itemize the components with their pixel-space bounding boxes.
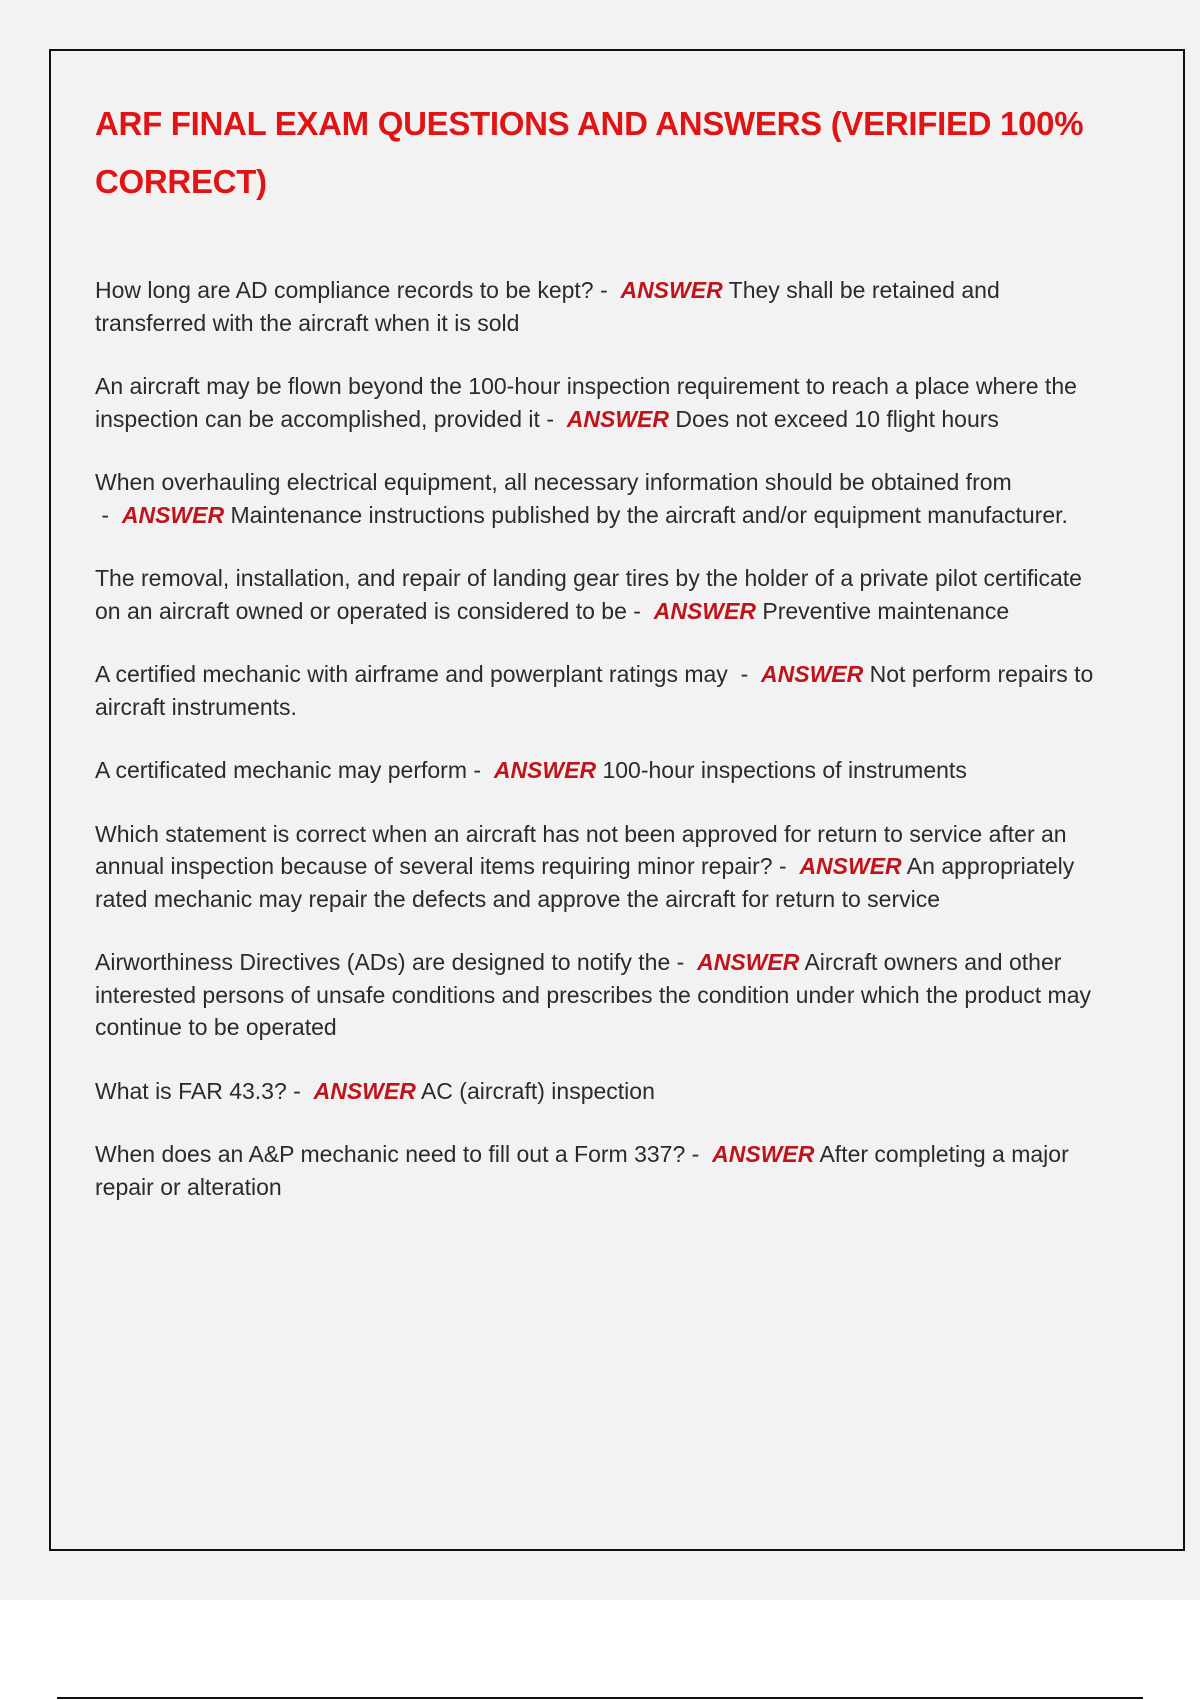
answer-text: An appropriately rated mechanic may repair the defects and approve the aircraft for return to service <box>95 853 1075 912</box>
question-text: How long are AD compliance records to be kept? <box>95 277 594 303</box>
answer-text: Aircraft owners and other interested persons of unsafe conditions and prescribes the condition under which the product may continue to be operated <box>95 949 1091 1040</box>
answer-label: ANSWER <box>121 501 225 528</box>
answer-label: ANSWER <box>697 949 800 975</box>
qa-item: A certificated mechanic may perform - ANSWER 100-hour inspections of instruments <box>95 757 967 783</box>
question-text: When overhauling electrical equipment, all necessary information should be obtained from <box>95 469 1012 495</box>
qa-list <box>95 274 1095 1234</box>
answer-text: Not perform repairs to aircraft instruments. <box>95 661 1094 720</box>
answer-label: ANSWER <box>653 597 756 624</box>
qa-item: What is FAR 43.3? - ANSWER AC (aircraft) inspection <box>95 1077 655 1104</box>
document-title: ARF FINAL EXAM QUESTIONS AND ANSWERS (VERIFIED 100% CORRECT) <box>95 105 1084 200</box>
answer-label: ANSWER <box>761 661 864 687</box>
qa-item: Which statement is correct when an aircraft has not been approved for return to service after an annual inspection because of several items requiring minor repair? - ANSWER An appropriately rated mechanic may repair the defects and approve the aircraft for return to service <box>95 820 1075 912</box>
qa-item: A certified mechanic with airframe and powerplant ratings may - ANSWER Not perform repairs to aircraft instruments. <box>95 661 1094 720</box>
qa-item: When overhauling electrical equipment, all necessary information should be obtained from - ANSWER Maintenance instructions published by the aircraft and/or equipment manufacturer. <box>95 469 1068 528</box>
answer-text: AC (aircraft) inspection <box>420 1077 655 1104</box>
qa-item: When does an A&P mechanic need to fill out a Form 337? - ANSWER After completing a major repair or alteration <box>95 1141 1069 1200</box>
question-text: Which statement is correct when an aircraft has not been approved for return to service after an annual inspection because of several items requiring minor repair? <box>95 820 1067 879</box>
question-text: When does an A&P mechanic need to fill out a Form 337? <box>95 1141 686 1167</box>
answer-label: ANSWER <box>799 853 902 879</box>
qa-item: How long are AD compliance records to be kept? - ANSWER They shall be retained and transferred with the aircraft when it is sold <box>95 277 1000 336</box>
question-text: The removal, installation, and repair of landing gear tires by the holder of a private pilot certificate on an aircraft owned or operated is considered to be <box>95 565 1082 624</box>
question-text: Airworthiness Directives (ADs) are designed to notify the <box>95 949 671 975</box>
qa-item: The removal, installation, and repair of landing gear tires by the holder of a private pilot certificate on an aircraft owned or operated is considered to be - ANSWER Preventive maintenance <box>95 565 1082 624</box>
answer-label: ANSWER <box>620 277 723 303</box>
qa-item: An aircraft may be flown beyond the 100-hour inspection requirement to reach a place where the inspection can be accomplished, provided it - ANSWER Does not exceed 10 flight hours <box>95 373 1077 432</box>
footer-divider <box>57 1697 1143 1699</box>
qa-item: Airworthiness Directives (ADs) are designed to notify the - ANSWER Aircraft owners and other interested persons of unsafe conditions and prescribes the condition under which the product may continue to be operated <box>95 949 1091 1040</box>
answer-label: ANSWER <box>313 1077 416 1104</box>
question-text: What is FAR 43.3? <box>95 1077 287 1104</box>
question-text: A certificated mechanic may perform <box>95 757 467 783</box>
answer-text: Does not exceed 10 flight hours <box>675 405 999 432</box>
answer-text: 100-hour inspections of instruments <box>602 757 967 783</box>
answer-text: Maintenance instructions published by the aircraft and/or equipment manufacturer. <box>230 501 1068 528</box>
answer-text: Preventive maintenance <box>762 597 1010 624</box>
answer-text: They shall be retained and transferred with the aircraft when it is sold <box>95 277 1000 336</box>
answer-text: After completing a major repair or alteration <box>95 1141 1069 1200</box>
question-text: An aircraft may be flown beyond the 100-hour inspection requirement to reach a place where the inspection can be accomplished, provided it <box>95 373 1077 432</box>
answer-label: ANSWER <box>712 1141 815 1167</box>
answer-label: ANSWER <box>566 405 670 432</box>
answer-label: ANSWER <box>493 757 597 783</box>
question-text: A certified mechanic with airframe and powerplant ratings may <box>95 661 728 687</box>
